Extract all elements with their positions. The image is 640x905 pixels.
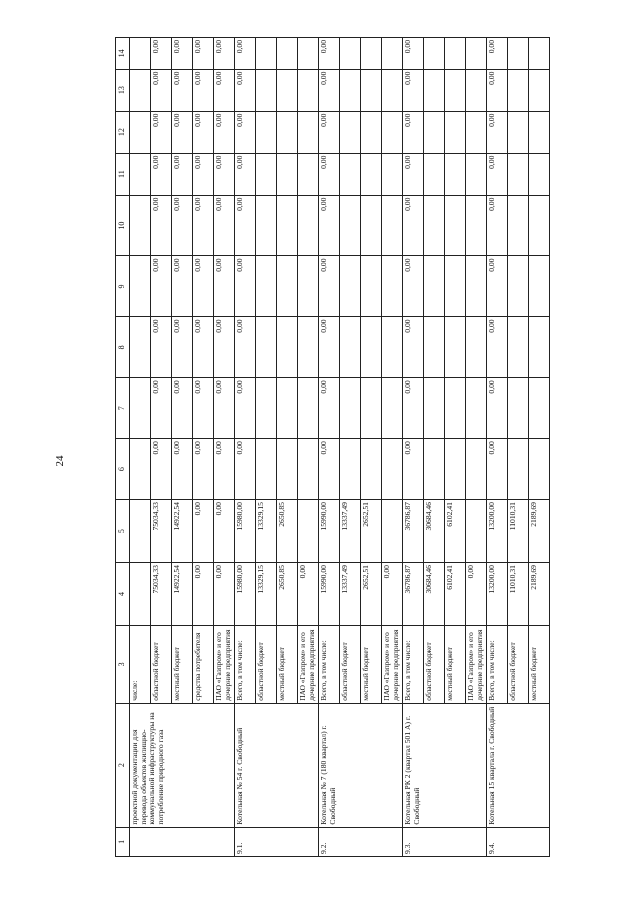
funding-source-label: областной бюджет xyxy=(340,626,361,704)
value-cell-c12: 0,00 xyxy=(214,111,235,153)
value-cell-c12: 0,00 xyxy=(151,111,172,153)
header-cell: 6 xyxy=(116,439,130,500)
value-cell-c11 xyxy=(340,153,361,195)
value-cell-c13: 0,00 xyxy=(172,69,193,111)
value-cell-c4: 15990,00 xyxy=(319,563,340,626)
value-cell-c10: 0,00 xyxy=(487,195,508,256)
header-cell: 14 xyxy=(116,38,130,70)
value-cell-c12 xyxy=(256,111,277,153)
funding-source-label: местный бюджет xyxy=(445,626,466,704)
value-cell-c14: 0,00 xyxy=(193,38,214,70)
value-cell-c12 xyxy=(130,111,151,153)
value-cell-c10 xyxy=(445,195,466,256)
value-cell-c5: 15990,00 xyxy=(319,500,340,563)
value-cell-c11: 0,00 xyxy=(403,153,424,195)
value-cell-c13 xyxy=(382,69,403,111)
value-cell-c12: 0,00 xyxy=(403,111,424,153)
value-cell-c4: 6102,41 xyxy=(445,563,466,626)
funding-source-label: Всего, в том числе: xyxy=(319,626,340,704)
value-cell-c14 xyxy=(298,38,319,70)
value-cell-c6 xyxy=(466,439,487,500)
value-cell-c14 xyxy=(256,38,277,70)
header-cell: 12 xyxy=(116,111,130,153)
value-cell-c4: 0,00 xyxy=(298,563,319,626)
value-cell-c12 xyxy=(382,111,403,153)
value-cell-c7 xyxy=(256,378,277,439)
value-cell-c7: 0,00 xyxy=(403,378,424,439)
value-cell-c4: 11010,31 xyxy=(508,563,529,626)
value-cell-c13: 0,00 xyxy=(319,69,340,111)
funding-source-label: областной бюджет xyxy=(508,626,529,704)
value-cell-c10 xyxy=(508,195,529,256)
value-cell-c8 xyxy=(445,317,466,378)
value-cell-c13: 0,00 xyxy=(487,69,508,111)
value-cell-c8: 0,00 xyxy=(487,317,508,378)
value-cell-c13 xyxy=(466,69,487,111)
header-cell: 7 xyxy=(116,378,130,439)
value-cell-c8 xyxy=(529,317,550,378)
value-cell-c14: 0,00 xyxy=(487,38,508,70)
budget-table xyxy=(115,37,550,857)
value-cell-c11 xyxy=(382,153,403,195)
section-name: Котельная 15 квартала г. Свободный xyxy=(487,703,550,827)
value-cell-c12 xyxy=(277,111,298,153)
page-number: 24 xyxy=(54,455,66,467)
value-cell-c7 xyxy=(298,378,319,439)
value-cell-c13 xyxy=(130,69,151,111)
value-cell-c12: 0,00 xyxy=(193,111,214,153)
value-cell-c7: 0,00 xyxy=(214,378,235,439)
value-cell-c14: 0,00 xyxy=(235,38,256,70)
value-cell-c7: 0,00 xyxy=(193,378,214,439)
value-cell-c5: 0,00 xyxy=(193,500,214,563)
value-cell-c7: 0,00 xyxy=(319,378,340,439)
funding-source-label: местный бюджет xyxy=(277,626,298,704)
header-cell: 10 xyxy=(116,195,130,256)
value-cell-c10 xyxy=(529,195,550,256)
value-cell-c9: 0,00 xyxy=(193,256,214,317)
value-cell-c4: 0,00 xyxy=(193,563,214,626)
header-cell: 2 xyxy=(116,703,130,827)
value-cell-c5 xyxy=(130,500,151,563)
value-cell-c10 xyxy=(424,195,445,256)
value-cell-c11 xyxy=(445,153,466,195)
value-cell-c6 xyxy=(256,439,277,500)
value-cell-c9 xyxy=(340,256,361,317)
value-cell-c5: 13329,15 xyxy=(256,500,277,563)
funding-source-label: ПАО «Газпром» и его дочерние предприятия xyxy=(382,626,403,704)
value-cell-c7 xyxy=(130,378,151,439)
value-cell-c7 xyxy=(361,378,382,439)
value-cell-c9 xyxy=(529,256,550,317)
value-cell-c4: 75034,33 xyxy=(151,563,172,626)
section-number xyxy=(130,827,235,856)
funding-source-label: Всего, в том числе: xyxy=(487,626,508,704)
value-cell-c12: 0,00 xyxy=(235,111,256,153)
value-cell-c11 xyxy=(424,153,445,195)
value-cell-c9 xyxy=(466,256,487,317)
value-cell-c9: 0,00 xyxy=(403,256,424,317)
value-cell-c6 xyxy=(361,439,382,500)
value-cell-c13 xyxy=(298,69,319,111)
value-cell-c12: 0,00 xyxy=(172,111,193,153)
value-cell-c13: 0,00 xyxy=(151,69,172,111)
value-cell-c11 xyxy=(298,153,319,195)
value-cell-c8 xyxy=(424,317,445,378)
value-cell-c11: 0,00 xyxy=(235,153,256,195)
funding-source-label: числе: xyxy=(130,626,151,704)
table-row xyxy=(319,38,340,857)
value-cell-c10: 0,00 xyxy=(193,195,214,256)
funding-source-label: местный бюджет xyxy=(172,626,193,704)
value-cell-c14 xyxy=(361,38,382,70)
header-cell: 4 xyxy=(116,563,130,626)
value-cell-c5: 11010,31 xyxy=(508,500,529,563)
value-cell-c12 xyxy=(340,111,361,153)
value-cell-c8 xyxy=(130,317,151,378)
value-cell-c6: 0,00 xyxy=(193,439,214,500)
value-cell-c5: 14922,54 xyxy=(172,500,193,563)
value-cell-c14: 0,00 xyxy=(319,38,340,70)
value-cell-c10 xyxy=(130,195,151,256)
value-cell-c9 xyxy=(361,256,382,317)
value-cell-c8: 0,00 xyxy=(172,317,193,378)
value-cell-c12: 0,00 xyxy=(319,111,340,153)
value-cell-c10 xyxy=(382,195,403,256)
value-cell-c13 xyxy=(256,69,277,111)
value-cell-c8: 0,00 xyxy=(403,317,424,378)
value-cell-c8 xyxy=(340,317,361,378)
value-cell-c6: 0,00 xyxy=(151,439,172,500)
value-cell-c4: 30684,46 xyxy=(424,563,445,626)
value-cell-c8 xyxy=(298,317,319,378)
table-row xyxy=(403,38,424,857)
value-cell-c8 xyxy=(256,317,277,378)
value-cell-c4: 14922,54 xyxy=(172,563,193,626)
value-cell-c13 xyxy=(445,69,466,111)
value-cell-c12 xyxy=(445,111,466,153)
value-cell-c10 xyxy=(256,195,277,256)
value-cell-c12: 0,00 xyxy=(487,111,508,153)
table-body xyxy=(116,38,550,857)
value-cell-c8 xyxy=(382,317,403,378)
value-cell-c6: 0,00 xyxy=(319,439,340,500)
funding-source-label: областной бюджет xyxy=(256,626,277,704)
value-cell-c7 xyxy=(424,378,445,439)
header-row xyxy=(116,38,130,857)
value-cell-c12 xyxy=(529,111,550,153)
value-cell-c14 xyxy=(529,38,550,70)
header-cell: 13 xyxy=(116,69,130,111)
section-name: проектной документации для перевода объектов жилищно-коммунальной инфраструктуры на потребление природного газа xyxy=(130,703,235,827)
value-cell-c14: 0,00 xyxy=(214,38,235,70)
value-cell-c9: 0,00 xyxy=(319,256,340,317)
value-cell-c4: 2650,85 xyxy=(277,563,298,626)
funding-source-label: ПАО «Газпром» и его дочерние предприятия xyxy=(298,626,319,704)
value-cell-c5: 13200,00 xyxy=(487,500,508,563)
value-cell-c11 xyxy=(508,153,529,195)
funding-source-label: областной бюджет xyxy=(424,626,445,704)
value-cell-c13: 0,00 xyxy=(214,69,235,111)
value-cell-c13 xyxy=(424,69,445,111)
value-cell-c7 xyxy=(340,378,361,439)
value-cell-c4: 13329,15 xyxy=(256,563,277,626)
value-cell-c5: 15980,00 xyxy=(235,500,256,563)
section-name: Котельная № 7 (180 квартал) г. Свободный xyxy=(319,703,403,827)
value-cell-c11: 0,00 xyxy=(319,153,340,195)
value-cell-c9 xyxy=(424,256,445,317)
value-cell-c9 xyxy=(277,256,298,317)
value-cell-c5: 2650,85 xyxy=(277,500,298,563)
value-cell-c7: 0,00 xyxy=(235,378,256,439)
value-cell-c6 xyxy=(529,439,550,500)
value-cell-c4: 0,00 xyxy=(466,563,487,626)
value-cell-c7 xyxy=(382,378,403,439)
value-cell-c9 xyxy=(382,256,403,317)
value-cell-c9 xyxy=(445,256,466,317)
funding-source-label: средства потребителя xyxy=(193,626,214,704)
value-cell-c6: 0,00 xyxy=(403,439,424,500)
section-name: Котельная РК 2 (квартал 501 А) г. Свободный xyxy=(403,703,487,827)
value-cell-c7 xyxy=(529,378,550,439)
value-cell-c10: 0,00 xyxy=(319,195,340,256)
value-cell-c14 xyxy=(445,38,466,70)
funding-source-label: областной бюджет xyxy=(151,626,172,704)
value-cell-c10 xyxy=(361,195,382,256)
value-cell-c10: 0,00 xyxy=(214,195,235,256)
value-cell-c12 xyxy=(466,111,487,153)
value-cell-c8: 0,00 xyxy=(214,317,235,378)
section-number: 9.2. xyxy=(319,827,403,856)
value-cell-c11 xyxy=(256,153,277,195)
value-cell-c13 xyxy=(529,69,550,111)
value-cell-c5: 2652,51 xyxy=(361,500,382,563)
value-cell-c14 xyxy=(466,38,487,70)
value-cell-c5: 0,00 xyxy=(214,500,235,563)
value-cell-c14 xyxy=(130,38,151,70)
value-cell-c6: 0,00 xyxy=(172,439,193,500)
table-row xyxy=(130,38,151,857)
section-number: 9.3. xyxy=(403,827,487,856)
value-cell-c6 xyxy=(130,439,151,500)
value-cell-c7: 0,00 xyxy=(487,378,508,439)
value-cell-c11: 0,00 xyxy=(151,153,172,195)
value-cell-c8: 0,00 xyxy=(193,317,214,378)
value-cell-c8: 0,00 xyxy=(235,317,256,378)
value-cell-c8 xyxy=(508,317,529,378)
value-cell-c5 xyxy=(298,500,319,563)
value-cell-c5: 75034,33 xyxy=(151,500,172,563)
value-cell-c6 xyxy=(508,439,529,500)
funding-source-label: ПАО «Газпром» и его дочерние предприятия xyxy=(466,626,487,704)
value-cell-c9: 0,00 xyxy=(151,256,172,317)
table-row xyxy=(235,38,256,857)
value-cell-c4: 0,00 xyxy=(382,563,403,626)
header-cell: 3 xyxy=(116,626,130,704)
section-number: 9.4. xyxy=(487,827,550,856)
section-name: Котельная № 54 г. Свободный xyxy=(235,703,319,827)
value-cell-c4: 36786,87 xyxy=(403,563,424,626)
value-cell-c6: 0,00 xyxy=(235,439,256,500)
value-cell-c6: 0,00 xyxy=(487,439,508,500)
value-cell-c10 xyxy=(298,195,319,256)
header-cell: 11 xyxy=(116,153,130,195)
value-cell-c7: 0,00 xyxy=(151,378,172,439)
value-cell-c13: 0,00 xyxy=(403,69,424,111)
value-cell-c9: 0,00 xyxy=(235,256,256,317)
value-cell-c6 xyxy=(340,439,361,500)
funding-source-label: местный бюджет xyxy=(529,626,550,704)
value-cell-c9 xyxy=(130,256,151,317)
value-cell-c13 xyxy=(277,69,298,111)
value-cell-c11: 0,00 xyxy=(487,153,508,195)
value-cell-c4 xyxy=(130,563,151,626)
value-cell-c5: 6102,41 xyxy=(445,500,466,563)
value-cell-c14 xyxy=(382,38,403,70)
value-cell-c8 xyxy=(361,317,382,378)
value-cell-c7 xyxy=(445,378,466,439)
header-cell: 5 xyxy=(116,500,130,563)
value-cell-c9 xyxy=(508,256,529,317)
value-cell-c9: 0,00 xyxy=(487,256,508,317)
value-cell-c14: 0,00 xyxy=(403,38,424,70)
value-cell-c8 xyxy=(466,317,487,378)
value-cell-c7 xyxy=(466,378,487,439)
value-cell-c14: 0,00 xyxy=(151,38,172,70)
value-cell-c11: 0,00 xyxy=(172,153,193,195)
funding-source-label: Всего, в том числе: xyxy=(235,626,256,704)
value-cell-c12 xyxy=(508,111,529,153)
value-cell-c6 xyxy=(382,439,403,500)
value-cell-c14: 0,00 xyxy=(172,38,193,70)
value-cell-c8 xyxy=(277,317,298,378)
document-table-rotated xyxy=(115,37,615,857)
value-cell-c13: 0,00 xyxy=(235,69,256,111)
value-cell-c11 xyxy=(466,153,487,195)
value-cell-c4: 2189,69 xyxy=(529,563,550,626)
value-cell-c5: 13337,49 xyxy=(340,500,361,563)
value-cell-c10 xyxy=(277,195,298,256)
value-cell-c11: 0,00 xyxy=(214,153,235,195)
value-cell-c5: 36786,87 xyxy=(403,500,424,563)
value-cell-c5 xyxy=(382,500,403,563)
value-cell-c8: 0,00 xyxy=(319,317,340,378)
value-cell-c11 xyxy=(529,153,550,195)
value-cell-c11 xyxy=(361,153,382,195)
value-cell-c4: 15980,00 xyxy=(235,563,256,626)
value-cell-c14 xyxy=(508,38,529,70)
value-cell-c11: 0,00 xyxy=(193,153,214,195)
value-cell-c14 xyxy=(424,38,445,70)
value-cell-c11 xyxy=(277,153,298,195)
funding-source-label: ПАО «Газпром» и его дочерние предприятия xyxy=(214,626,235,704)
value-cell-c6 xyxy=(298,439,319,500)
value-cell-c7 xyxy=(277,378,298,439)
value-cell-c10: 0,00 xyxy=(235,195,256,256)
value-cell-c9: 0,00 xyxy=(214,256,235,317)
value-cell-c13 xyxy=(508,69,529,111)
value-cell-c10 xyxy=(340,195,361,256)
value-cell-c11 xyxy=(130,153,151,195)
value-cell-c12 xyxy=(298,111,319,153)
value-cell-c4: 13337,49 xyxy=(340,563,361,626)
value-cell-c13: 0,00 xyxy=(193,69,214,111)
value-cell-c10: 0,00 xyxy=(151,195,172,256)
header-cell: 1 xyxy=(116,827,130,856)
value-cell-c4: 0,00 xyxy=(214,563,235,626)
value-cell-c6 xyxy=(277,439,298,500)
value-cell-c5: 2189,69 xyxy=(529,500,550,563)
funding-source-label: местный бюджет xyxy=(361,626,382,704)
value-cell-c10: 0,00 xyxy=(172,195,193,256)
value-cell-c12 xyxy=(361,111,382,153)
value-cell-c5 xyxy=(466,500,487,563)
funding-source-label: Всего, в том числе: xyxy=(403,626,424,704)
table-row xyxy=(487,38,508,857)
value-cell-c14 xyxy=(340,38,361,70)
value-cell-c7: 0,00 xyxy=(172,378,193,439)
value-cell-c4: 2652,51 xyxy=(361,563,382,626)
value-cell-c5: 30684,46 xyxy=(424,500,445,563)
section-number: 9.1. xyxy=(235,827,319,856)
value-cell-c9 xyxy=(256,256,277,317)
value-cell-c14 xyxy=(277,38,298,70)
value-cell-c12 xyxy=(424,111,445,153)
value-cell-c4: 13200,00 xyxy=(487,563,508,626)
value-cell-c8: 0,00 xyxy=(151,317,172,378)
value-cell-c6: 0,00 xyxy=(214,439,235,500)
value-cell-c13 xyxy=(361,69,382,111)
value-cell-c10 xyxy=(466,195,487,256)
value-cell-c6 xyxy=(424,439,445,500)
value-cell-c10: 0,00 xyxy=(403,195,424,256)
value-cell-c6 xyxy=(445,439,466,500)
value-cell-c13 xyxy=(340,69,361,111)
value-cell-c9: 0,00 xyxy=(172,256,193,317)
value-cell-c9 xyxy=(298,256,319,317)
header-cell: 8 xyxy=(116,317,130,378)
header-cell: 9 xyxy=(116,256,130,317)
value-cell-c7 xyxy=(508,378,529,439)
